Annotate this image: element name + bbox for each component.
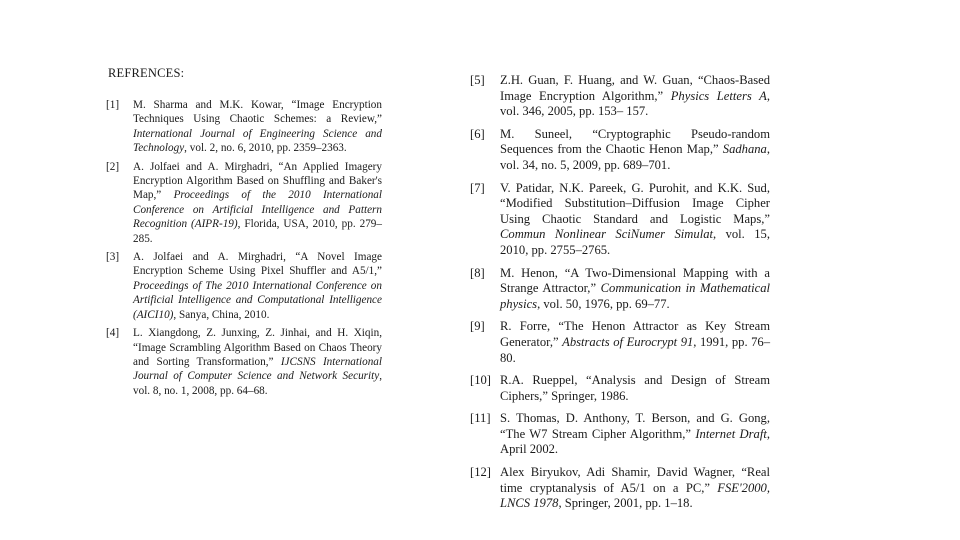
reference-venue: Proceedings of The 2010 International Conference on Artificial Intelligence and Computational Intelligence (AICI10) xyxy=(133,279,382,321)
reference-venue: FSE'2000, LNCS 1978 xyxy=(500,480,770,511)
reference-venue: Abstracts of Eurocrypt 91 xyxy=(562,334,694,349)
reference-authors-title: V. Patidar, N.K. Pareek, G. Purohit, and K.K. Sud, “Modified Substitution–Diffusion Image Cipher Using Chaotic Standard and Logistic Maps,” xyxy=(500,180,770,226)
reference-venue: IJCSNS International Journal of Computer Science and Network Security xyxy=(133,355,382,383)
reference-number: [11] xyxy=(470,411,491,426)
reference-details: , vol. 34, no. 5, 2009, pp. 689–701. xyxy=(500,142,770,172)
reference-authors-title: Alex Biryukov, Adi Shamir, David Wagner, “Real time cryptanalysis of A5/1 on a PC,” xyxy=(500,465,770,495)
reference-authors-title: M. Sharma and M.K. Kowar, “Image Encryption Techniques Using Chaotic Schemes: a Review,” xyxy=(133,99,382,126)
reference-number: [1] xyxy=(106,99,120,111)
reference-text xyxy=(500,373,770,404)
reference-item xyxy=(106,160,382,246)
reference-text xyxy=(500,411,770,458)
reference-number: [3] xyxy=(106,251,120,264)
reference-venue: Sadhana xyxy=(722,142,767,157)
reference-venue: Communication in Mathematical physics xyxy=(500,281,771,311)
reference-text xyxy=(500,465,770,512)
reference-authors-title: A. Jolfaei and A. Mirghadri, “A Novel Image Encryption Scheme Using Pixel Shuffler and A5/1,” xyxy=(133,251,382,278)
references-column-left xyxy=(106,98,382,402)
reference-authors-title: R.A. Rueppel, “Analysis and Design of Stream Ciphers,” Springer, 1986. xyxy=(500,373,770,403)
reference-text xyxy=(500,73,770,120)
reference-item xyxy=(106,326,382,398)
reference-number: [6] xyxy=(470,126,485,141)
reference-number: [10] xyxy=(470,373,491,388)
reference-details: , Springer, 2001, pp. 1–18. xyxy=(558,496,693,511)
reference-item xyxy=(470,127,770,174)
reference-text xyxy=(133,250,382,322)
reference-authors-title: R. Forre, “The Henon Attractor as Key Stream Generator,” xyxy=(500,319,770,349)
references-column-right xyxy=(470,73,770,519)
reference-details: , Florida, USA, 2010, pp. 279–285. xyxy=(133,218,382,245)
reference-venue: Internet Draft xyxy=(695,426,767,441)
reference-text xyxy=(500,181,770,259)
reference-text xyxy=(133,160,382,246)
reference-text xyxy=(133,98,382,156)
reference-details: , vol. 8, no. 1, 2008, pp. 64–68. xyxy=(133,370,382,397)
reference-text xyxy=(500,319,770,366)
reference-authors-title: M. Henon, “A Two-Dimensional Mapping with a Strange Attractor,” xyxy=(500,265,770,296)
reference-details: , vol. 15, 2010, pp. 2755–2765. xyxy=(500,227,770,257)
reference-item xyxy=(470,266,770,313)
reference-item xyxy=(470,73,770,120)
reference-number: [4] xyxy=(106,327,120,340)
reference-authors-title: M. Suneel, “Cryptographic Pseudo-random Sequences from the Chaotic Henon Map,” xyxy=(500,126,770,157)
reference-venue: Proceedings of the 2010 International Conference on Artificial Intelligence and Pattern Recognition (AIPR-19) xyxy=(133,189,382,231)
reference-number: [9] xyxy=(470,319,485,334)
reference-number: [8] xyxy=(470,265,485,280)
reference-venue: Physics Letters A xyxy=(670,88,767,103)
reference-text xyxy=(133,326,382,398)
reference-item xyxy=(470,465,770,512)
reference-number: [2] xyxy=(106,160,120,173)
reference-authors-title: A. Jolfaei and A. Mirghadri, “An Applied Imagery Encryption Algorithm Based on Shuffling and Baker's Map,” xyxy=(133,160,382,202)
reference-number: [12] xyxy=(470,465,491,480)
reference-details: , Sanya, China, 2010. xyxy=(173,308,270,321)
references-heading: REFRENCES: xyxy=(108,66,185,80)
reference-venue: Commun Nonlinear SciNumer Simulat xyxy=(500,227,713,242)
reference-details: , vol. 2, no. 6, 2010, pp. 2359–2363. xyxy=(184,142,347,155)
reference-text xyxy=(500,266,770,313)
reference-details: , April 2002. xyxy=(500,426,770,457)
reference-details: , 1991, pp. 76–80. xyxy=(500,334,771,365)
reference-authors-title: Z.H. Guan, F. Huang, and W. Guan, “Chaos-Based Image Encryption Algorithm,” xyxy=(500,73,770,103)
reference-authors-title: L. Xiangdong, Z. Junxing, Z. Jinhai, and H. Xiqin, “Image Scrambling Algorithm Based on Chaos Theory and Sorting Transformation,” xyxy=(133,327,382,368)
reference-item xyxy=(106,250,382,322)
reference-text xyxy=(500,127,770,174)
reference-item xyxy=(106,98,382,156)
reference-number: [7] xyxy=(470,180,485,195)
reference-item xyxy=(470,411,770,458)
reference-item xyxy=(470,319,770,366)
reference-details: , vol. 50, 1976, pp. 69–77. xyxy=(537,296,670,311)
reference-number: [5] xyxy=(470,73,485,87)
reference-item xyxy=(470,181,770,259)
reference-item xyxy=(470,373,770,404)
reference-venue: International Journal of Engineering Science and Technology xyxy=(133,127,382,155)
reference-authors-title: S. Thomas, D. Anthony, T. Berson, and G. Gong, “The W7 Stream Cipher Algorithm,” xyxy=(500,411,770,441)
reference-details: , vol. 346, 2005, pp. 153– 157. xyxy=(500,88,770,119)
